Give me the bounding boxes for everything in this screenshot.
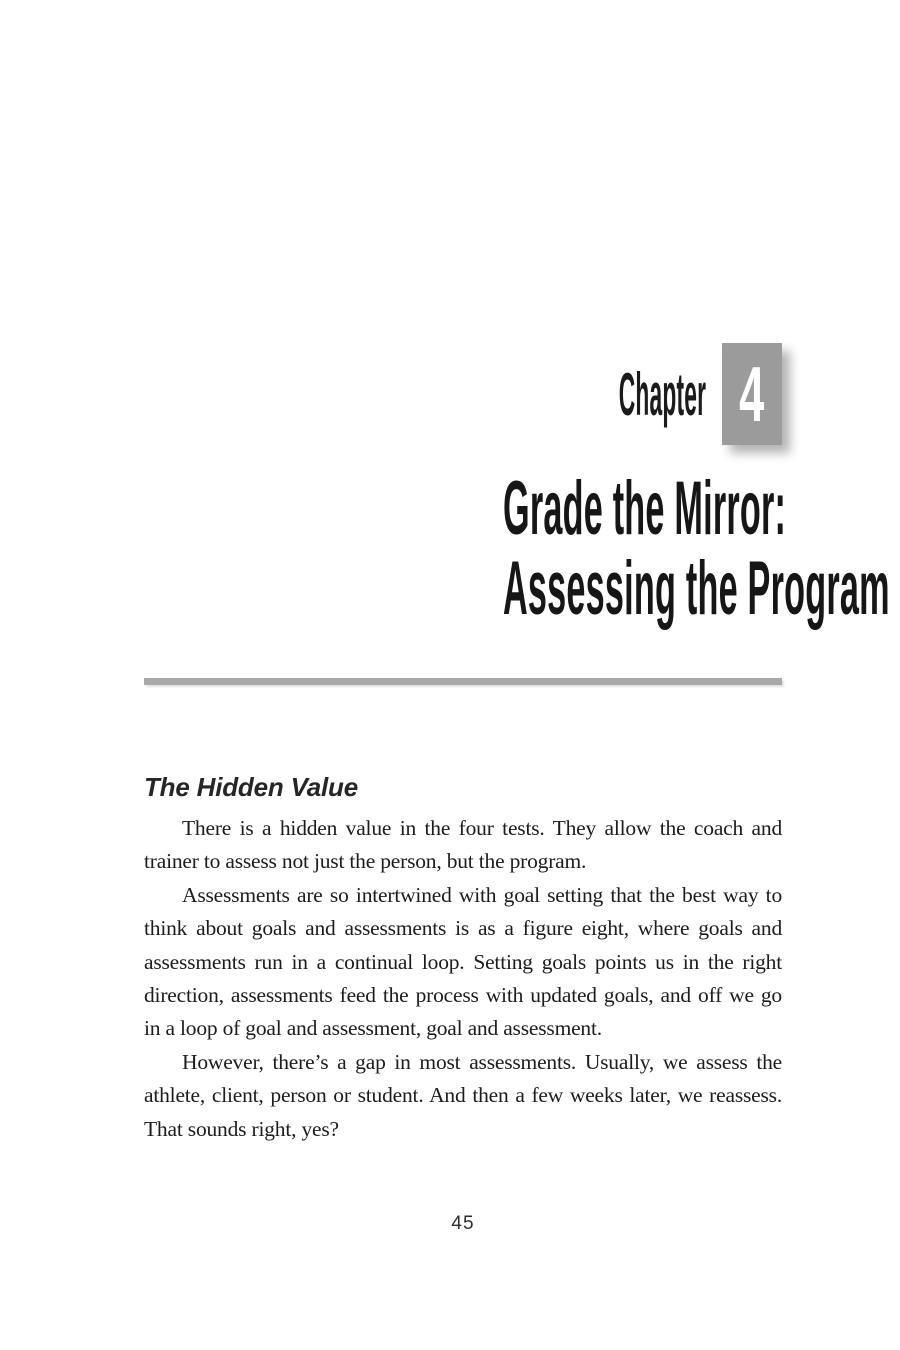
chapter-label: Chapter [618, 361, 706, 428]
chapter-title [162, 466, 890, 631]
page-number: 45 [451, 1213, 475, 1234]
section-heading: The Hidden Value [144, 772, 358, 802]
chapter-number-box [722, 343, 782, 445]
body-paragraph: Assessments are so intertwined with goal setting that the best way to think about goals and assessments is as a figure eight, where goals and assessments run in a continual loop. Setting goals points us in the right direction, assessments feed the process with updated goals, and off we go in a loop of goal and assessment, goal and assessment. [144, 882, 782, 1041]
chapter-title-line-2: Assessing the Program [503, 546, 890, 631]
chapter-title-line-1: Grade the Mirror: [503, 466, 787, 551]
body-text [144, 812, 782, 1146]
body-paragraph: However, there’s a gap in most assessments. Usually, we assess the athlete, client, person or student. And then a few weeks later, we reassess. That sounds right, yes? [144, 1049, 782, 1141]
body-paragraph: There is a hidden value in the four tests. They allow the coach and trainer to assess not just the person, but the program. [144, 816, 782, 874]
section-divider-rule [144, 678, 782, 685]
chapter-number: 4 [739, 350, 765, 438]
